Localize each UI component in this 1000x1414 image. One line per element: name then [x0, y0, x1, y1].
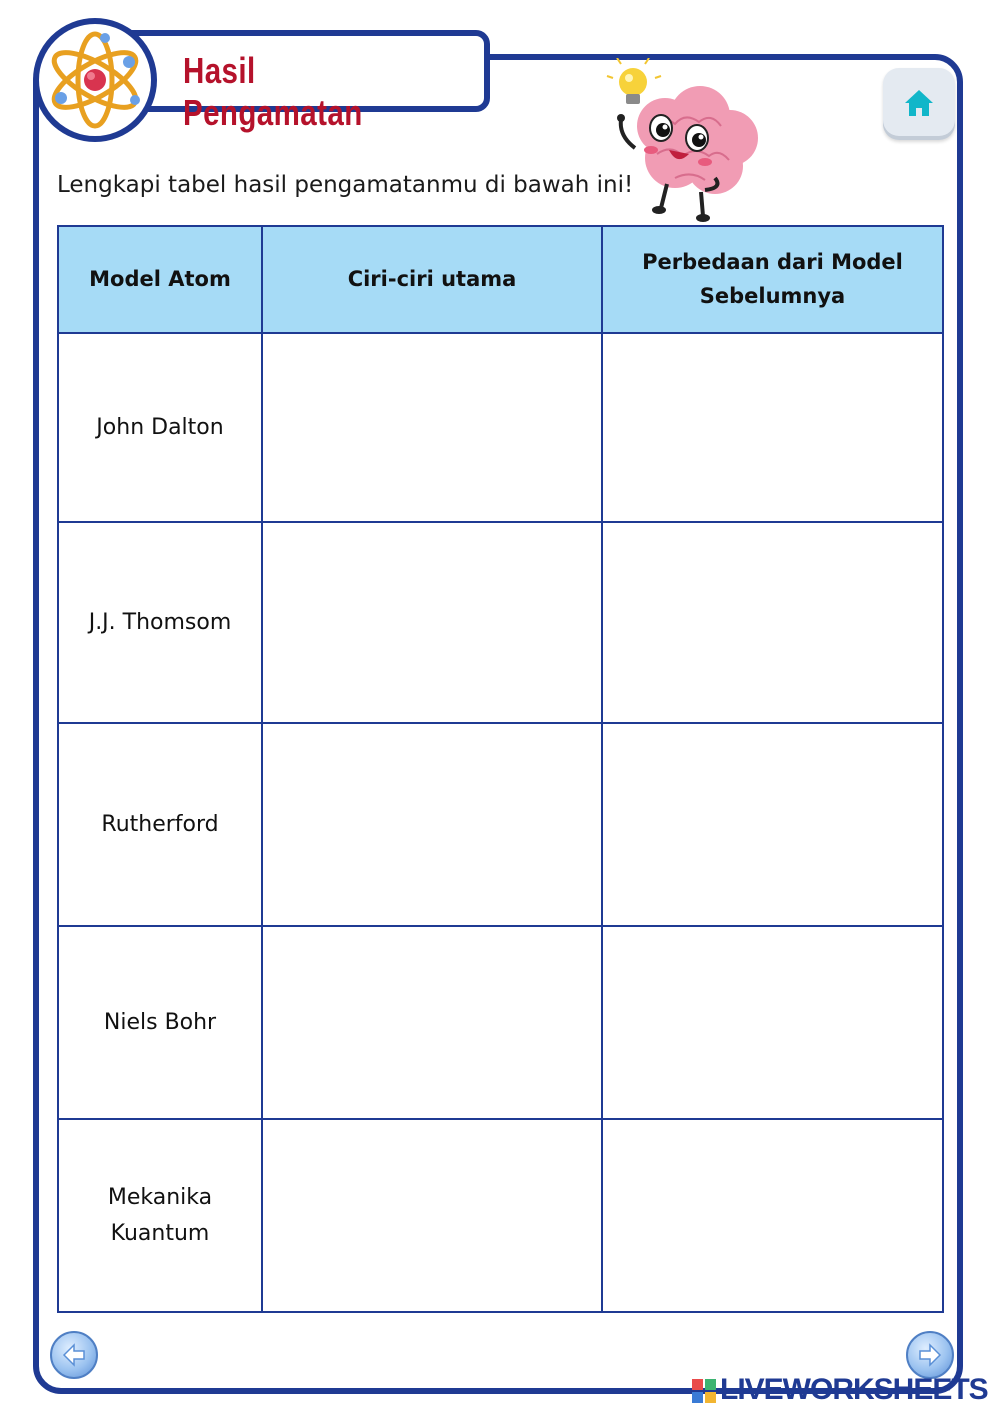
watermark-text [720, 1373, 988, 1407]
next-page-button[interactable] [906, 1331, 954, 1379]
table-row [58, 926, 943, 1119]
ciri-input-cell[interactable] [262, 522, 602, 723]
atom-icon [39, 24, 151, 136]
table-row [58, 333, 943, 522]
prev-page-button[interactable] [50, 1331, 98, 1379]
ciri-input-cell[interactable] [262, 926, 602, 1119]
perbedaan-input-cell[interactable] [602, 723, 943, 926]
header-model-atom: Model Atom [58, 226, 262, 333]
liveworksheets-logo-icon [692, 1379, 716, 1403]
header-perbedaan [602, 226, 943, 333]
model-name-cell: John Dalton [58, 333, 262, 522]
model-name-cell: J.J. Thomsom [58, 522, 262, 723]
instruction-text: Lengkapi tabel hasil pengamatanmu di bawah ini! [57, 172, 634, 198]
table-row [58, 723, 943, 926]
ciri-input-cell[interactable] [262, 333, 602, 522]
ciri-input-cell[interactable] [262, 723, 602, 926]
arrow-left-icon [52, 1333, 96, 1377]
brain-mascot-icon [605, 58, 775, 228]
watermark-label: LIVEWORKSHEETS [720, 1373, 988, 1406]
observation-table [57, 225, 944, 1313]
header-ciri-ciri: Ciri-ciri utama [262, 226, 602, 333]
atom-badge [33, 18, 157, 142]
table-row [58, 522, 943, 723]
perbedaan-input-cell[interactable] [602, 333, 943, 522]
perbedaan-input-cell[interactable] [602, 1119, 943, 1312]
table-row [58, 1119, 943, 1312]
header-perbedaan-label: Perbedaan dari Model Sebelumnya [642, 249, 903, 308]
model-name-cell [58, 1119, 262, 1312]
model-name-cell: Niels Bohr [58, 926, 262, 1119]
page-title: Hasil Pengamatan [183, 50, 363, 133]
perbedaan-input-cell[interactable] [602, 522, 943, 723]
table-header-row [58, 226, 943, 333]
model-name-label: Mekanika Kuantum [107, 1185, 213, 1246]
home-button[interactable] [883, 68, 955, 140]
ciri-input-cell[interactable] [262, 1119, 602, 1312]
perbedaan-input-cell[interactable] [602, 926, 943, 1119]
home-icon [883, 68, 955, 140]
model-name-cell: Rutherford [58, 723, 262, 926]
arrow-right-icon [908, 1333, 952, 1377]
